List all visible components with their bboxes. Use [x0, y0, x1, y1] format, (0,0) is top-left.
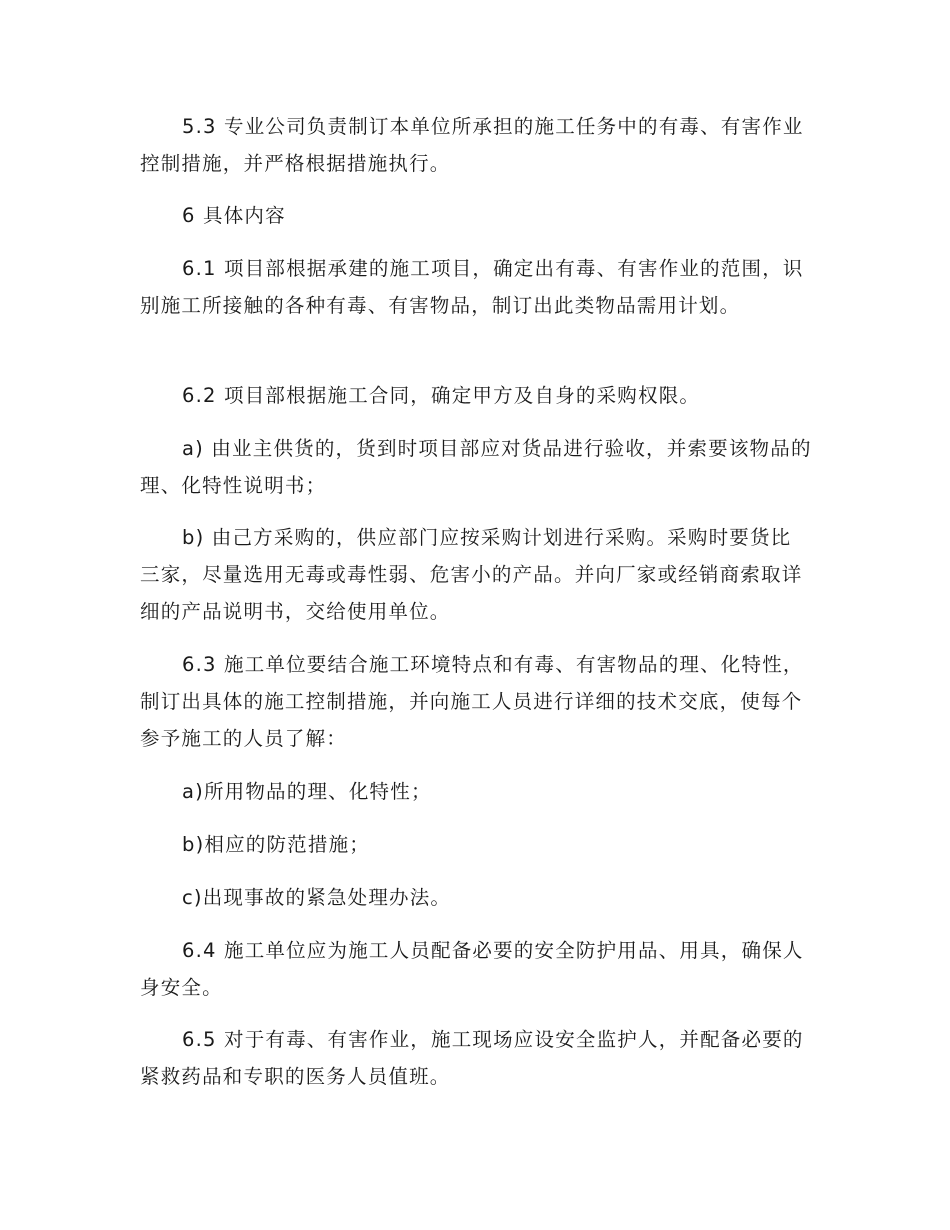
paragraph-6-3: 6.3 施工单位要结合施工环境特点和有毒、有害物品的理、化特性，制订出具体的施工控制措施，并向施工人员进行详细的技术交底，使每个参予施工的人员了解： [140, 653, 804, 750]
paragraph-6-2-a: a) 由业主供货的，货到时项目部应对货品进行验收，并索要该物品的理、化特性说明书； [140, 437, 812, 497]
paragraph-6-2: 6.2 项目部根据施工合同，确定甲方及自身的采购权限。 [182, 384, 701, 407]
paragraph-6-5: 6.5 对于有毒、有害作业，施工现场应设安全监护人，并配备必要的紧救药品和专职的医务人员值班。 [140, 1028, 804, 1088]
paragraph-6-1: 6.1 项目部根据承建的施工项目，确定出有毒、有害作业的范围，识别施工所接触的各种有毒、有害物品，制订出此类物品需用计划。 [140, 257, 804, 317]
paragraph-6-3-b: b)相应的防范措施； [182, 833, 370, 856]
paragraph-6-3-a: a)所用物品的理、化特性； [182, 780, 432, 803]
paragraph-6-2-b: b) 由己方采购的，供应部门应按采购计划进行采购。采购时要货比三家，尽量选用无毒或毒性弱、危害小的产品。并向厂家或经销商索取详细的产品说明书，交给使用单位。 [140, 526, 803, 623]
section-heading-6: 6 具体内容 [182, 204, 286, 227]
paragraph-6-3-c: c)出现事故的紧急处理办法。 [182, 886, 452, 909]
paragraph-6-4: 6.4 施工单位应为施工人员配备必要的安全防护用品、用具，确保人身安全。 [140, 939, 804, 999]
paragraph-5-3: 5.3 专业公司负责制订本单位所承担的施工任务中的有毒、有害作业控制措施，并严格根据措施执行。 [140, 115, 804, 175]
